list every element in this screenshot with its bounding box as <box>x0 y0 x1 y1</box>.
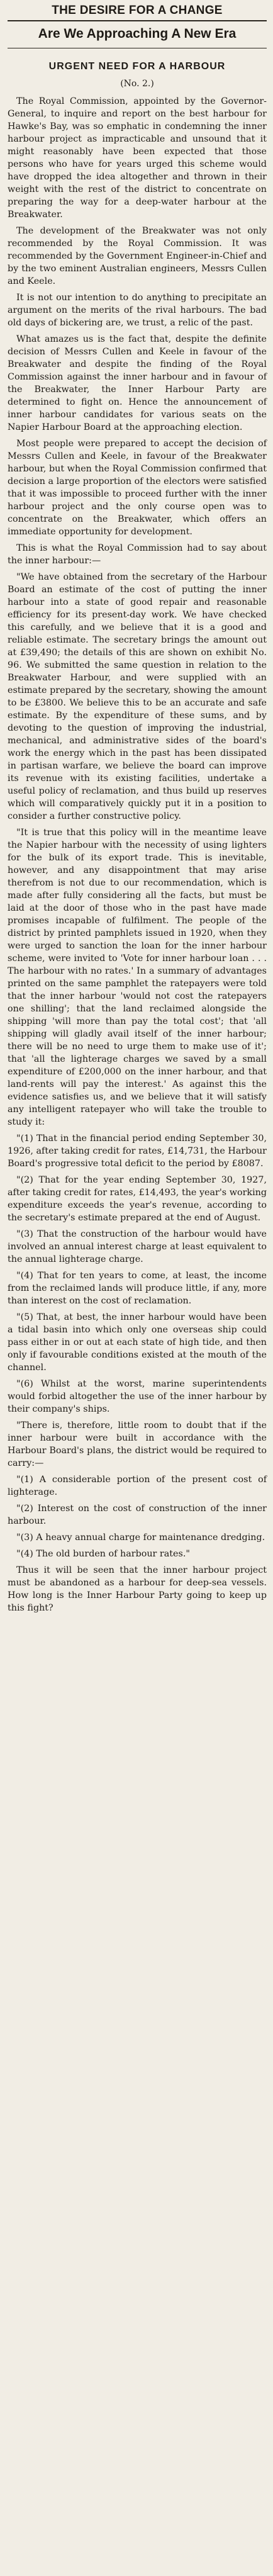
article-paragraph: What amazes us is the fact that, despite the definite decision of Messrs Cullen and Keele in favour of the Breakwater and despite the finding of the Royal Commission against the inner harbour and in favour of the Breakwater, the Inner Harbour Party are determined to fight on. Hence the announcement of inner harbour candidates for various seats on the Napier Harbour Board at the approaching election. <box>8 334 267 432</box>
article-paragraph: "It is true that this policy will in the meantime leave the Napier harbour with the necessity of using lighters for the bulk of its export trade. This is inevitable, however, and any disappointment that may arise therefrom is not due to our recommendation, which is made after fully considering all the facts, but must be laid at the door of those who in the past have made promises incapable of fulfilment. The people of the district by printed pamphlets issued in 1920, when they were urged to sanction the loan for the inner harbour scheme, were invited to 'Vote for inner harbour loan . . . The harbour with no rates.' In a summary of advantages printed on the same pamphlet the ratepayers were told that the inner harbour 'would not cost the ratepayers one shilling'; that the land reclaimed alongside the shipping 'will more than pay the total cost'; that 'all shipping will gladly avail itself of the inner harbour; there will be no need to urge them to make use of it'; that 'all the lighterage charges we saved by a small expenditure of £200,000 on the inner harbour, and that land-rents will pay the interest.' As against this the evidence satisfies us, and we believe that it will satisfy any intelligent ratepayer who will take the trouble to study it: <box>8 827 267 1127</box>
article-paragraph: "(2) Interest on the cost of construction of the inner harbour. <box>8 1503 267 1526</box>
article-paragraph: "There is, therefore, little room to doubt that if the inner harbour were built in accordance with the Harbour Board's plans, the district would be required to carry:— <box>8 1420 267 1468</box>
page-title: THE DESIRE FOR A CHANGE <box>52 4 223 17</box>
article-paragraph: "(4) That for ten years to come, at least, the income from the reclaimed lands will produce little, if any, more than interest on the cost of reclamation. <box>8 1270 267 1306</box>
article-paragraph: "(2) That for the year ending September 30, 1927, after taking credit for rates, £14,493, the year's working expenditure exceeds the year's revenue, according to the secretary's estimate prepared at the end of August. <box>8 1174 267 1223</box>
article-paragraph: The Royal Commission, appointed by the Governor-General, to inquire and report on the best harbour for Hawke's Bay, was so emphatic in condemning the inner harbour project as impracticable and unsound that it might reasonably have been expected that those persons who have for years urged this scheme would have dropped the idea altogether and thrown in their weight with the rest of the district to concentrate on preparing the way for a deep-water harbour at the Breakwater. <box>8 96 267 220</box>
article-paragraph: "(3) A heavy annual charge for maintenance dredging. <box>16 1532 265 1543</box>
article-paragraph: The development of the Breakwater was not only recommended by the Royal Commission. It was recommended by the Government Engineer-in-Chief and by the two eminent Australian engineers, Messrs Cullen and Keele. <box>8 225 267 286</box>
article-paragraph: "(5) That, at best, the inner harbour would have been a tidal basin into which only one overseas ship could pass either in or out at each state of high tide, and then only if favourable conditions existed at the mouth of the channel. <box>8 1312 267 1373</box>
title-rule <box>8 20 267 21</box>
article-paragraph: It is not our intention to do anything to precipitate an argument on the merits of the rival harbours. The bad old days of bickering are, we trust, a relic of the past. <box>8 292 267 328</box>
article-subtitle: Are We Approaching A New Era <box>38 26 237 41</box>
part-number: (No. 2.) <box>120 78 154 89</box>
article-paragraph: "(4) The old burden of harbour rates." <box>16 1548 190 1559</box>
article-paragraph: Most people were prepared to accept the decision of Messrs Cullen and Keele, in favour of the Breakwater harbour, but when the Royal Commission confirmed that decision a large proportion of the electors were satisfied that it was impossible to proceed further with the inner harbour project and the only course open was to concentrate on the Breakwater, which offers an immediate opportunity for development. <box>8 438 267 537</box>
article-paragraph: "We have obtained from the secretary of the Harbour Board an estimate of the cost of putting the inner harbour into a state of good repair and reasonable efficiency for its present-day work. We have checked this carefully, and we believe that it is a good and reliable estimate. The secretary brings the amount out at £39,490; the details of this are shown on exhibit No. 96. We submitted the same question in relation to the Breakwater Harbour, and were supplied with an estimate prepared by the secretary, showing the amount to be £3800. We believe this to be an accurate and safe estimate. By the expenditure of these sums, and by devoting to the question of improving the industrial, mechanical, and administrative sides of the board's work the energy which in the past has been dissipated in partisan warfare, we believe the board can improve its revenue with its existing facilities, undertake a useful policy of reclamation, and thus build up reserves which will comparatively quickly put it in a position to consider a further constructive policy. <box>8 571 267 821</box>
article-paragraph: "(1) A considerable portion of the present cost of lighterage. <box>8 1474 267 1497</box>
article-paragraph: "(3) That the construction of the harbour would have involved an annual interest charge at least equivalent to the annual lighterage charge. <box>8 1229 267 1264</box>
article-body <box>8 95 267 1614</box>
article-paragraph: Thus it will be seen that the inner harbour project must be abandoned as a harbour for deep-sea vessels. How long is the Inner Harbour Party going to keep up this fight? <box>8 1565 267 1613</box>
article-paragraph: This is what the Royal Commission had to say about the inner harbour:— <box>8 543 267 566</box>
article-paragraph: "(6) Whilst at the worst, marine superintendents would forbid altogether the use of the inner harbour by their company's ships. <box>8 1378 267 1414</box>
article-paragraph: "(1) That in the financial period ending September 30, 1926, after taking credit for rates, £14,731, the Harbour Board's progressive total deficit to the period by £8087. <box>8 1133 267 1169</box>
section-heading: URGENT NEED FOR A HARBOUR <box>48 61 226 72</box>
